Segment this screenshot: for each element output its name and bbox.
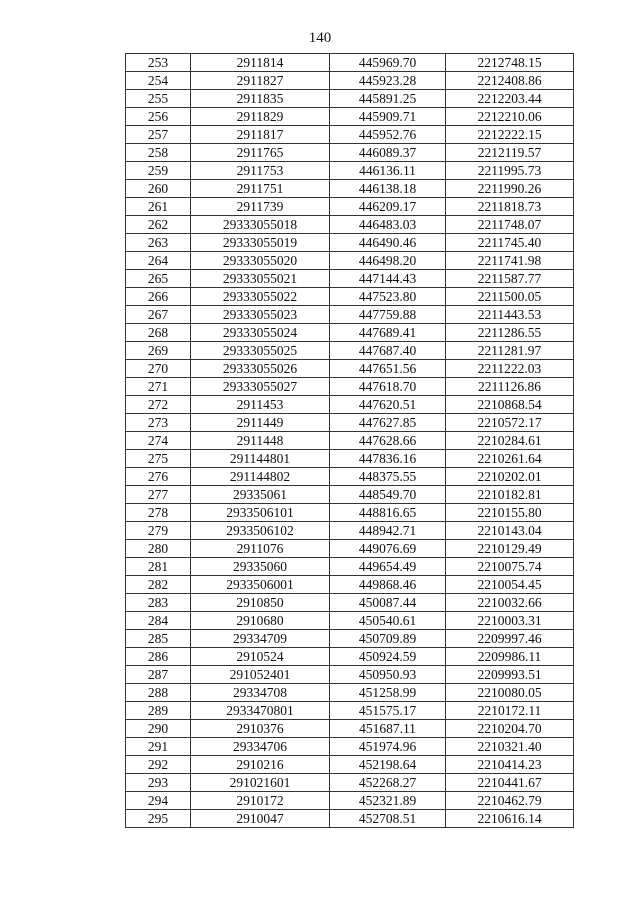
table-row <box>126 234 574 252</box>
x-coordinate-cell: 451687.11 <box>330 720 446 738</box>
x-coordinate-cell: 447618.70 <box>330 378 446 396</box>
point-number-cell: 295 <box>126 810 191 828</box>
x-coordinate-cell: 452321.89 <box>330 792 446 810</box>
table-row <box>126 180 574 198</box>
x-coordinate-cell: 445952.76 <box>330 126 446 144</box>
y-coordinate-cell: 2210080.05 <box>446 684 574 702</box>
point-number-cell: 261 <box>126 198 191 216</box>
point-number-cell: 294 <box>126 792 191 810</box>
point-number-cell: 286 <box>126 648 191 666</box>
point-number-cell: 273 <box>126 414 191 432</box>
point-id-cell: 29333055018 <box>191 216 330 234</box>
point-number-cell: 271 <box>126 378 191 396</box>
table-row <box>126 378 574 396</box>
table-row <box>126 270 574 288</box>
y-coordinate-cell: 2211281.97 <box>446 342 574 360</box>
x-coordinate-cell: 450540.61 <box>330 612 446 630</box>
point-id-cell: 29333055022 <box>191 288 330 306</box>
point-id-cell: 29333055027 <box>191 378 330 396</box>
y-coordinate-cell: 2210202.01 <box>446 468 574 486</box>
table-row <box>126 252 574 270</box>
y-coordinate-cell: 2211443.53 <box>446 306 574 324</box>
x-coordinate-cell: 449076.69 <box>330 540 446 558</box>
point-id-cell: 2911817 <box>191 126 330 144</box>
x-coordinate-cell: 452198.64 <box>330 756 446 774</box>
table-row <box>126 324 574 342</box>
point-number-cell: 291 <box>126 738 191 756</box>
point-id-cell: 2910524 <box>191 648 330 666</box>
point-id-cell: 2911814 <box>191 54 330 72</box>
y-coordinate-cell: 2210054.45 <box>446 576 574 594</box>
point-id-cell: 2911449 <box>191 414 330 432</box>
y-coordinate-cell: 2211741.98 <box>446 252 574 270</box>
table-row <box>126 792 574 810</box>
x-coordinate-cell: 447620.51 <box>330 396 446 414</box>
y-coordinate-cell: 2209997.46 <box>446 630 574 648</box>
x-coordinate-cell: 446483.03 <box>330 216 446 234</box>
y-coordinate-cell: 2212408.86 <box>446 72 574 90</box>
y-coordinate-cell: 2212119.57 <box>446 144 574 162</box>
x-coordinate-cell: 447689.41 <box>330 324 446 342</box>
point-id-cell: 2911448 <box>191 432 330 450</box>
table-row <box>126 396 574 414</box>
point-number-cell: 292 <box>126 756 191 774</box>
point-id-cell: 2911829 <box>191 108 330 126</box>
y-coordinate-cell: 2210172.11 <box>446 702 574 720</box>
y-coordinate-cell: 2210204.70 <box>446 720 574 738</box>
y-coordinate-cell: 2211995.73 <box>446 162 574 180</box>
table-row <box>126 522 574 540</box>
x-coordinate-cell: 450950.93 <box>330 666 446 684</box>
point-id-cell: 2911076 <box>191 540 330 558</box>
point-number-cell: 282 <box>126 576 191 594</box>
table-body <box>126 54 574 828</box>
table-row <box>126 810 574 828</box>
point-id-cell: 291144801 <box>191 450 330 468</box>
table-row <box>126 288 574 306</box>
y-coordinate-cell: 2210143.04 <box>446 522 574 540</box>
x-coordinate-cell: 445923.28 <box>330 72 446 90</box>
y-coordinate-cell: 2210284.61 <box>446 432 574 450</box>
point-number-cell: 278 <box>126 504 191 522</box>
y-coordinate-cell: 2211818.73 <box>446 198 574 216</box>
point-id-cell: 29333055023 <box>191 306 330 324</box>
point-number-cell: 290 <box>126 720 191 738</box>
point-id-cell: 2933506001 <box>191 576 330 594</box>
y-coordinate-cell: 2211286.55 <box>446 324 574 342</box>
page-number: 140 <box>308 30 332 46</box>
x-coordinate-cell: 446089.37 <box>330 144 446 162</box>
table-row <box>126 414 574 432</box>
x-coordinate-cell: 452268.27 <box>330 774 446 792</box>
x-coordinate-cell: 450709.89 <box>330 630 446 648</box>
y-coordinate-cell: 2210155.80 <box>446 504 574 522</box>
x-coordinate-cell: 446490.46 <box>330 234 446 252</box>
point-number-cell: 288 <box>126 684 191 702</box>
y-coordinate-cell: 2211748.07 <box>446 216 574 234</box>
x-coordinate-cell: 450087.44 <box>330 594 446 612</box>
y-coordinate-cell: 2211500.05 <box>446 288 574 306</box>
x-coordinate-cell: 448816.65 <box>330 504 446 522</box>
y-coordinate-cell: 2211587.77 <box>446 270 574 288</box>
table-row <box>126 684 574 702</box>
point-number-cell: 266 <box>126 288 191 306</box>
point-number-cell: 256 <box>126 108 191 126</box>
y-coordinate-cell: 2212748.15 <box>446 54 574 72</box>
y-coordinate-cell: 2212210.06 <box>446 108 574 126</box>
point-number-cell: 293 <box>126 774 191 792</box>
point-number-cell: 284 <box>126 612 191 630</box>
point-id-cell: 2933506101 <box>191 504 330 522</box>
y-coordinate-cell: 2212222.15 <box>446 126 574 144</box>
x-coordinate-cell: 447627.85 <box>330 414 446 432</box>
x-coordinate-cell: 445969.70 <box>330 54 446 72</box>
point-id-cell: 2910376 <box>191 720 330 738</box>
point-id-cell: 29335060 <box>191 558 330 576</box>
table-row <box>126 144 574 162</box>
y-coordinate-cell: 2210075.74 <box>446 558 574 576</box>
point-number-cell: 276 <box>126 468 191 486</box>
point-number-cell: 274 <box>126 432 191 450</box>
point-id-cell: 2910047 <box>191 810 330 828</box>
coordinates-table <box>125 53 574 828</box>
point-id-cell: 2911739 <box>191 198 330 216</box>
y-coordinate-cell: 2210441.67 <box>446 774 574 792</box>
point-id-cell: 29333055021 <box>191 270 330 288</box>
point-number-cell: 280 <box>126 540 191 558</box>
point-number-cell: 281 <box>126 558 191 576</box>
y-coordinate-cell: 2211222.03 <box>446 360 574 378</box>
table-row <box>126 486 574 504</box>
table-row <box>126 162 574 180</box>
y-coordinate-cell: 2211990.26 <box>446 180 574 198</box>
x-coordinate-cell: 451575.17 <box>330 702 446 720</box>
x-coordinate-cell: 452708.51 <box>330 810 446 828</box>
point-number-cell: 267 <box>126 306 191 324</box>
point-number-cell: 257 <box>126 126 191 144</box>
point-id-cell: 291144802 <box>191 468 330 486</box>
point-number-cell: 255 <box>126 90 191 108</box>
x-coordinate-cell: 448549.70 <box>330 486 446 504</box>
table-row <box>126 594 574 612</box>
table-row <box>126 630 574 648</box>
table-row <box>126 216 574 234</box>
y-coordinate-cell: 2210868.54 <box>446 396 574 414</box>
point-id-cell: 2911753 <box>191 162 330 180</box>
y-coordinate-cell: 2211126.86 <box>446 378 574 396</box>
y-coordinate-cell: 2210462.79 <box>446 792 574 810</box>
point-id-cell: 2910216 <box>191 756 330 774</box>
point-number-cell: 268 <box>126 324 191 342</box>
y-coordinate-cell: 2210414.23 <box>446 756 574 774</box>
x-coordinate-cell: 447523.80 <box>330 288 446 306</box>
x-coordinate-cell: 446136.11 <box>330 162 446 180</box>
table-row <box>126 108 574 126</box>
point-number-cell: 259 <box>126 162 191 180</box>
point-id-cell: 29334706 <box>191 738 330 756</box>
x-coordinate-cell: 446138.18 <box>330 180 446 198</box>
point-number-cell: 285 <box>126 630 191 648</box>
point-id-cell: 2910172 <box>191 792 330 810</box>
point-number-cell: 263 <box>126 234 191 252</box>
x-coordinate-cell: 447687.40 <box>330 342 446 360</box>
point-number-cell: 253 <box>126 54 191 72</box>
point-id-cell: 29335061 <box>191 486 330 504</box>
table-row <box>126 450 574 468</box>
table-row <box>126 756 574 774</box>
point-id-cell: 29333055025 <box>191 342 330 360</box>
x-coordinate-cell: 446209.17 <box>330 198 446 216</box>
point-number-cell: 279 <box>126 522 191 540</box>
table-row <box>126 576 574 594</box>
table-row <box>126 666 574 684</box>
point-number-cell: 262 <box>126 216 191 234</box>
table-row <box>126 504 574 522</box>
y-coordinate-cell: 2210616.14 <box>446 810 574 828</box>
x-coordinate-cell: 447759.88 <box>330 306 446 324</box>
y-coordinate-cell: 2209993.51 <box>446 666 574 684</box>
point-number-cell: 289 <box>126 702 191 720</box>
x-coordinate-cell: 445891.25 <box>330 90 446 108</box>
point-id-cell: 291021601 <box>191 774 330 792</box>
table-row <box>126 720 574 738</box>
table-row <box>126 612 574 630</box>
x-coordinate-cell: 451974.96 <box>330 738 446 756</box>
table-row <box>126 432 574 450</box>
y-coordinate-cell: 2210032.66 <box>446 594 574 612</box>
point-number-cell: 283 <box>126 594 191 612</box>
table-row <box>126 702 574 720</box>
y-coordinate-cell: 2212203.44 <box>446 90 574 108</box>
point-number-cell: 260 <box>126 180 191 198</box>
table-row <box>126 774 574 792</box>
point-id-cell: 2933470801 <box>191 702 330 720</box>
table-row <box>126 306 574 324</box>
point-id-cell: 2911765 <box>191 144 330 162</box>
x-coordinate-cell: 445909.71 <box>330 108 446 126</box>
x-coordinate-cell: 450924.59 <box>330 648 446 666</box>
y-coordinate-cell: 2210321.40 <box>446 738 574 756</box>
point-id-cell: 29333055020 <box>191 252 330 270</box>
x-coordinate-cell: 447144.43 <box>330 270 446 288</box>
y-coordinate-cell: 2210129.49 <box>446 540 574 558</box>
point-id-cell: 29334708 <box>191 684 330 702</box>
x-coordinate-cell: 449868.46 <box>330 576 446 594</box>
point-number-cell: 277 <box>126 486 191 504</box>
point-number-cell: 265 <box>126 270 191 288</box>
y-coordinate-cell: 2211745.40 <box>446 234 574 252</box>
y-coordinate-cell: 2210182.81 <box>446 486 574 504</box>
table-row <box>126 468 574 486</box>
point-number-cell: 270 <box>126 360 191 378</box>
point-number-cell: 258 <box>126 144 191 162</box>
point-id-cell: 29333055026 <box>191 360 330 378</box>
point-id-cell: 29334709 <box>191 630 330 648</box>
y-coordinate-cell: 2210003.31 <box>446 612 574 630</box>
point-number-cell: 254 <box>126 72 191 90</box>
y-coordinate-cell: 2210261.64 <box>446 450 574 468</box>
table-row <box>126 198 574 216</box>
point-number-cell: 264 <box>126 252 191 270</box>
point-id-cell: 2911453 <box>191 396 330 414</box>
x-coordinate-cell: 448942.71 <box>330 522 446 540</box>
table-row <box>126 72 574 90</box>
point-id-cell: 2911827 <box>191 72 330 90</box>
point-id-cell: 2911835 <box>191 90 330 108</box>
point-id-cell: 2910680 <box>191 612 330 630</box>
x-coordinate-cell: 449654.49 <box>330 558 446 576</box>
x-coordinate-cell: 447651.56 <box>330 360 446 378</box>
y-coordinate-cell: 2209986.11 <box>446 648 574 666</box>
point-number-cell: 269 <box>126 342 191 360</box>
point-number-cell: 275 <box>126 450 191 468</box>
table-row <box>126 54 574 72</box>
table-row <box>126 342 574 360</box>
point-number-cell: 287 <box>126 666 191 684</box>
x-coordinate-cell: 451258.99 <box>330 684 446 702</box>
point-number-cell: 272 <box>126 396 191 414</box>
x-coordinate-cell: 447628.66 <box>330 432 446 450</box>
table-row <box>126 126 574 144</box>
point-id-cell: 291052401 <box>191 666 330 684</box>
table-row <box>126 540 574 558</box>
x-coordinate-cell: 446498.20 <box>330 252 446 270</box>
table-row <box>126 648 574 666</box>
point-id-cell: 29333055019 <box>191 234 330 252</box>
x-coordinate-cell: 448375.55 <box>330 468 446 486</box>
table-row <box>126 738 574 756</box>
table-row <box>126 90 574 108</box>
table-row <box>126 360 574 378</box>
point-id-cell: 2911751 <box>191 180 330 198</box>
x-coordinate-cell: 447836.16 <box>330 450 446 468</box>
table-row <box>126 558 574 576</box>
point-id-cell: 2933506102 <box>191 522 330 540</box>
point-id-cell: 29333055024 <box>191 324 330 342</box>
point-id-cell: 2910850 <box>191 594 330 612</box>
y-coordinate-cell: 2210572.17 <box>446 414 574 432</box>
